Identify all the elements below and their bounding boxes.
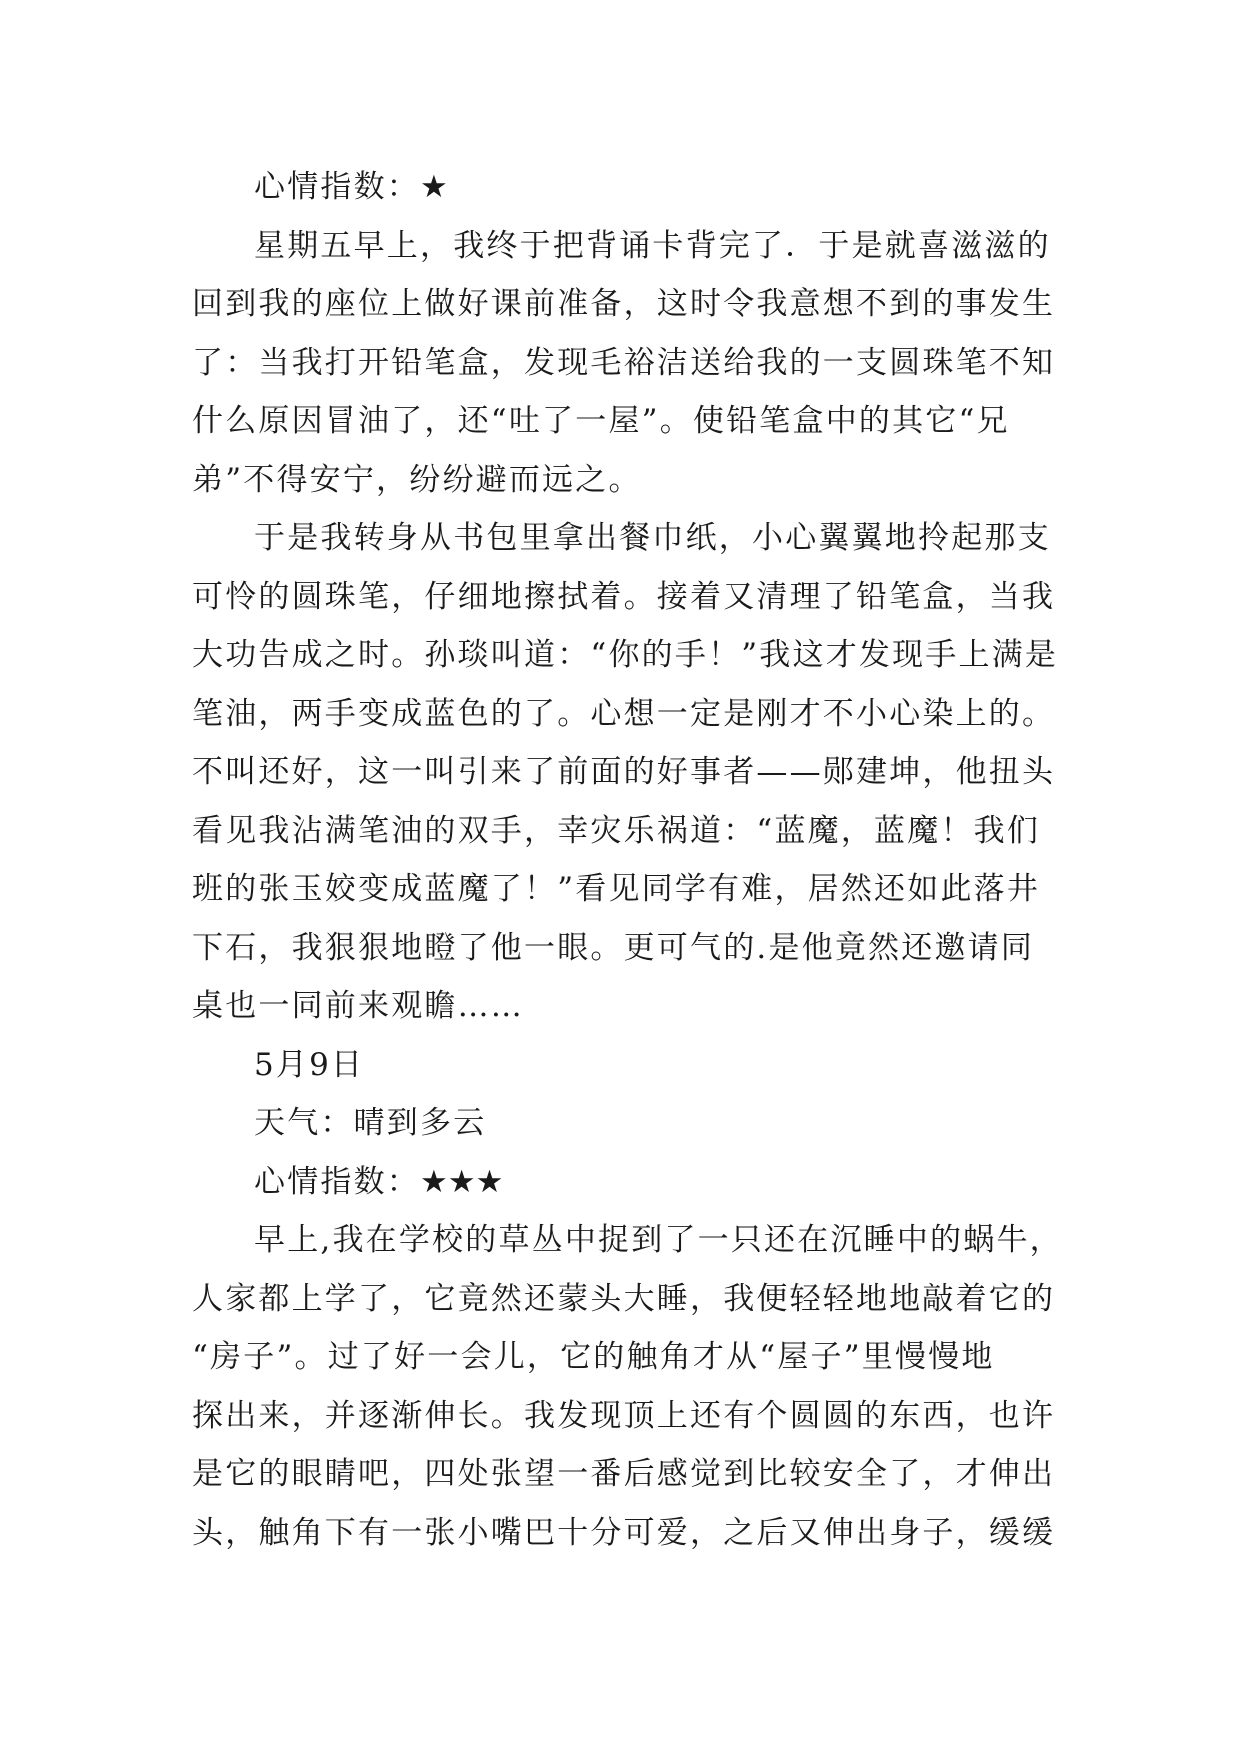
mood-stars: ★★★ [420,1163,504,1200]
paragraph-line: 星期五早上，我终于把背诵卡背完了．于是就喜滋滋的 [254,227,1051,264]
paragraph-line: 下石，我狠狠地瞪了他一眼。更可气的.是他竟然还邀请同 [192,929,1035,966]
paragraph-line: 看见我沾满笔油的双手，幸灾乐祸道：“蓝魔，蓝魔！我们 [192,812,1041,849]
entry-date: 5月9日 [254,1046,365,1083]
paragraph-1 [192,217,1054,510]
paragraph-3 [192,1211,1063,1562]
paragraph-line: 头，触角下有一张小嘴巴十分可爱，之后又伸出身子，缓缓 [192,1514,1056,1551]
paragraph-line: 大功告成之时。孙琰叫道：“你的手！”我这才发现手上满是 [192,637,1059,673]
paragraph-line: 不叫还好，这一叫引来了前面的好事者——郧建坤，他扭头 [192,754,1056,790]
paragraph-line: 于是我转身从书包里拿出餐巾纸，小心翼翼地拎起那支 [254,520,1051,556]
mood-label: 心情指数： [254,1163,420,1200]
paragraph-line: 人家都上学了，它竟然还蒙头大睡，我便轻轻地地敲着它的 [192,1280,1056,1317]
paragraph-line: “房子”。过了好一会儿，它的触角才从“屋子”里慢慢地 [192,1339,995,1375]
mood-line-entry1 [192,158,1054,217]
paragraph-line: 是它的眼睛吧，四处张望一番后感觉到比较安全了，才伸出 [192,1456,1056,1492]
paragraph-line: 探出来，并逐渐伸长。我发现顶上还有个圆圆的东西，也许 [192,1397,1056,1434]
paragraph-line: 桌也一同前来观瞻…… [192,988,524,1024]
paragraph-line: 什么原因冒油了，还“吐了一屋”。使铅笔盒中的其它“兄 [192,403,1010,439]
paragraph-line: 可怜的圆珠笔，仔细地擦拭着。接着又清理了铅笔盒，当我 [192,578,1056,615]
paragraph-line: 了：当我打开铅笔盒，发现毛裕洁送给我的一支圆珠笔不知 [192,344,1056,381]
paragraph-line: 弟”不得安宁，纷纷避而远之。 [192,461,642,498]
paragraph-line: 早上,我在学校的草丛中捉到了一只还在沉睡中的蜗牛， [254,1222,1063,1258]
mood-line-entry2 [192,1153,1054,1212]
paragraph-2 [192,509,1059,1036]
mood-label: 心情指数： [254,169,420,205]
paragraph-line: 班的张玉姣变成蓝魔了！”看见同学有难，居然还如此落井 [192,871,1041,907]
entry-weather: 天气：晴到多云 [254,1105,487,1141]
paragraph-line: 笔油，两手变成蓝色的了。心想一定是刚才不小心染上的。 [192,695,1056,732]
diary-text [192,158,1063,1562]
paragraph-line: 回到我的座位上做好课前准备，这时令我意想不到的事发生 [192,286,1056,322]
mood-stars: ★ [420,169,448,205]
